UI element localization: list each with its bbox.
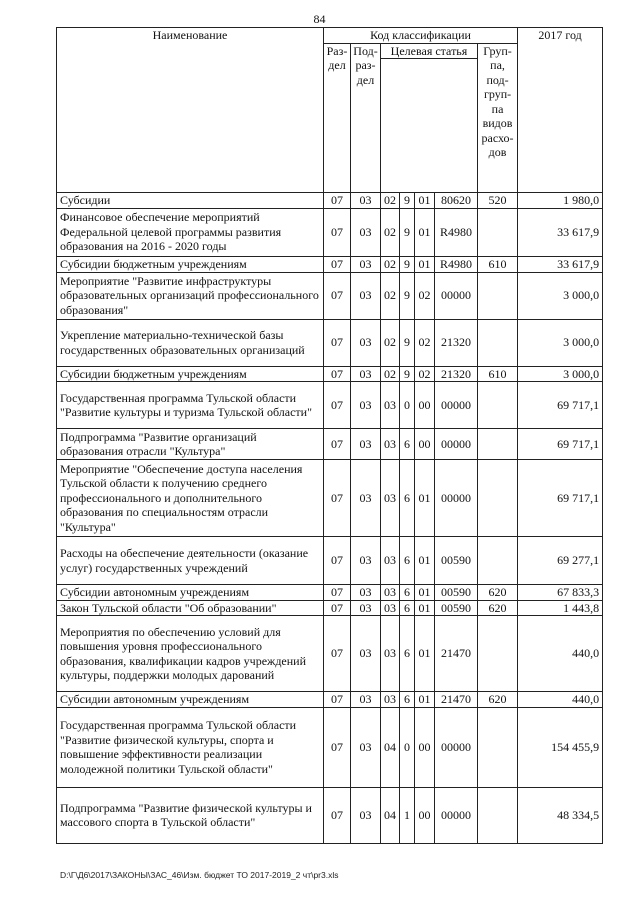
row-target-1: 03	[381, 460, 400, 537]
row-razdel: 07	[324, 707, 351, 787]
row-razdel: 07	[324, 460, 351, 537]
row-amount: 440,0	[518, 616, 603, 692]
row-target-2: 9	[400, 256, 415, 272]
row-podrazdel: 03	[351, 319, 381, 366]
row-vid	[478, 787, 518, 843]
row-target-1: 03	[381, 537, 400, 585]
row-target-1: 03	[381, 616, 400, 692]
row-target-3: 01	[415, 193, 435, 209]
row-target-4: R4980	[435, 208, 478, 256]
row-podrazdel: 03	[351, 616, 381, 692]
row-target-2: 6	[400, 600, 415, 616]
row-target-4: 00000	[435, 787, 478, 843]
row-amount: 69 717,1	[518, 429, 603, 460]
row-vid: 620	[478, 585, 518, 601]
row-target-2: 9	[400, 319, 415, 366]
row-target-3: 01	[415, 616, 435, 692]
row-target-4: 00000	[435, 272, 478, 319]
row-podrazdel: 03	[351, 366, 381, 382]
row-target-4: 00590	[435, 600, 478, 616]
row-amount: 3 000,0	[518, 366, 603, 382]
row-vid	[478, 537, 518, 585]
row-name: Финансовое обеспечение мероприятий Федеральной целевой программы развития образования на 2016 - 2020 годы	[57, 208, 324, 256]
row-razdel: 07	[324, 256, 351, 272]
table-row	[57, 600, 603, 616]
row-vid	[478, 319, 518, 366]
row-target-1: 03	[381, 429, 400, 460]
row-razdel: 07	[324, 272, 351, 319]
row-razdel: 07	[324, 193, 351, 209]
row-target-2: 9	[400, 193, 415, 209]
table-row	[57, 382, 603, 429]
header-podrazdel: Под- раз- дел	[351, 43, 381, 193]
row-vid	[478, 208, 518, 256]
header-target: Целевая статья	[381, 43, 478, 59]
row-target-3: 02	[415, 366, 435, 382]
row-razdel: 07	[324, 692, 351, 708]
row-podrazdel: 03	[351, 707, 381, 787]
table-row	[57, 208, 603, 256]
row-podrazdel: 03	[351, 787, 381, 843]
header-name: Наименование	[57, 28, 324, 193]
row-vid	[478, 460, 518, 537]
row-target-3: 00	[415, 429, 435, 460]
row-name: Государственная программа Тульской области "Развитие культуры и туризма Тульской области"	[57, 382, 324, 429]
row-target-2: 0	[400, 707, 415, 787]
row-target-1: 02	[381, 319, 400, 366]
row-target-1: 02	[381, 193, 400, 209]
row-target-1: 04	[381, 787, 400, 843]
table-row	[57, 272, 603, 319]
row-razdel: 07	[324, 787, 351, 843]
header-vid: Груп- па, под- груп- па видов расхо- дов	[478, 43, 518, 193]
row-amount: 33 617,9	[518, 208, 603, 256]
row-target-2: 6	[400, 692, 415, 708]
row-target-4: 00000	[435, 460, 478, 537]
row-target-2: 9	[400, 208, 415, 256]
row-target-3: 01	[415, 600, 435, 616]
table-row	[57, 692, 603, 708]
row-razdel: 07	[324, 585, 351, 601]
row-target-4: 00000	[435, 429, 478, 460]
row-target-1: 03	[381, 600, 400, 616]
row-podrazdel: 03	[351, 256, 381, 272]
row-podrazdel: 03	[351, 208, 381, 256]
row-razdel: 07	[324, 208, 351, 256]
row-razdel: 07	[324, 429, 351, 460]
table-row	[57, 616, 603, 692]
row-target-4: 21320	[435, 319, 478, 366]
table-row	[57, 585, 603, 601]
row-target-2: 0	[400, 382, 415, 429]
table-row	[57, 193, 603, 209]
row-name: Укрепление материально-технической базы государственных образовательных организаций	[57, 319, 324, 366]
table-row	[57, 319, 603, 366]
row-podrazdel: 03	[351, 382, 381, 429]
row-razdel: 07	[324, 537, 351, 585]
budget-table	[56, 27, 603, 844]
row-target-4: 00000	[435, 382, 478, 429]
row-name: Субсидии	[57, 193, 324, 209]
row-podrazdel: 03	[351, 585, 381, 601]
row-name: Расходы на обеспечение деятельности (оказание услуг) государственных учреждений	[57, 537, 324, 585]
row-podrazdel: 03	[351, 429, 381, 460]
row-target-3: 00	[415, 382, 435, 429]
row-razdel: 07	[324, 382, 351, 429]
row-amount: 67 833,3	[518, 585, 603, 601]
table-row	[57, 787, 603, 843]
row-vid	[478, 616, 518, 692]
row-podrazdel: 03	[351, 193, 381, 209]
row-vid	[478, 272, 518, 319]
row-target-1: 02	[381, 272, 400, 319]
row-target-1: 04	[381, 707, 400, 787]
row-target-1: 02	[381, 256, 400, 272]
header-code-group: Код классификации	[324, 28, 518, 44]
row-target-3: 01	[415, 460, 435, 537]
row-podrazdel: 03	[351, 460, 381, 537]
row-name: Субсидии бюджетным учреждениям	[57, 256, 324, 272]
row-target-4: 80620	[435, 193, 478, 209]
table-row	[57, 256, 603, 272]
row-name: Мероприятие "Обеспечение доступа населения Тульской области к получению среднего профессионального и дополнительного образования по специальностям отрасли "Культура"	[57, 460, 324, 537]
row-podrazdel: 03	[351, 537, 381, 585]
row-podrazdel: 03	[351, 272, 381, 319]
row-name: Подпрограмма "Развитие организаций образования отрасли "Культура"	[57, 429, 324, 460]
page-number: 84	[313, 12, 326, 26]
row-amount: 69 717,1	[518, 460, 603, 537]
row-vid	[478, 707, 518, 787]
table-row	[57, 707, 603, 787]
row-target-4: 00000	[435, 707, 478, 787]
row-target-4: 21470	[435, 616, 478, 692]
row-target-2: 9	[400, 272, 415, 319]
row-vid: 610	[478, 366, 518, 382]
row-target-4: R4980	[435, 256, 478, 272]
row-name: Субсидии автономным учреждениям	[57, 692, 324, 708]
row-target-2: 6	[400, 616, 415, 692]
row-razdel: 07	[324, 616, 351, 692]
header-target-blank	[381, 59, 478, 193]
row-amount: 3 000,0	[518, 272, 603, 319]
row-target-3: 01	[415, 256, 435, 272]
row-amount: 3 000,0	[518, 319, 603, 366]
row-amount: 48 334,5	[518, 787, 603, 843]
row-amount: 33 617,9	[518, 256, 603, 272]
table-row	[57, 460, 603, 537]
row-amount: 69 717,1	[518, 382, 603, 429]
row-name: Мероприятия по обеспечению условий для повышения уровня профессионального образования, квалификации кадров учреждений культуры, поддержки молодых дарований	[57, 616, 324, 692]
row-target-4: 00590	[435, 537, 478, 585]
file-path-footer: D:\Г\Д6\2017\ЗАКОНЫ\ЗАС_46\Изм. бюджет ТО 2017-2019_2 чт\pr3.xls	[60, 870, 339, 880]
row-razdel: 07	[324, 366, 351, 382]
row-target-1: 02	[381, 208, 400, 256]
row-target-2: 6	[400, 429, 415, 460]
row-target-3: 01	[415, 692, 435, 708]
row-target-3: 01	[415, 585, 435, 601]
row-name: Подпрограмма "Развитие физической культуры и массового спорта в Тульской области"	[57, 787, 324, 843]
row-vid: 520	[478, 193, 518, 209]
row-target-1: 02	[381, 366, 400, 382]
row-amount: 69 277,1	[518, 537, 603, 585]
row-name: Мероприятие "Развитие инфраструктуры образовательных организаций профессионального образования"	[57, 272, 324, 319]
row-target-4: 21470	[435, 692, 478, 708]
row-name: Субсидии автономным учреждениям	[57, 585, 324, 601]
row-vid	[478, 429, 518, 460]
row-amount: 440,0	[518, 692, 603, 708]
row-target-2: 1	[400, 787, 415, 843]
row-name: Государственная программа Тульской области "Развитие физической культуры, спорта и повышение эффективности реализации молодежной политики Тульской области"	[57, 707, 324, 787]
table-row	[57, 537, 603, 585]
row-target-4: 00590	[435, 585, 478, 601]
header-year: 2017 год	[518, 28, 603, 193]
row-vid: 620	[478, 692, 518, 708]
row-amount: 154 455,9	[518, 707, 603, 787]
row-vid: 610	[478, 256, 518, 272]
row-amount: 1 443,8	[518, 600, 603, 616]
row-target-3: 00	[415, 707, 435, 787]
row-target-1: 03	[381, 692, 400, 708]
header-razdel: Раз- дел	[324, 43, 351, 193]
row-amount: 1 980,0	[518, 193, 603, 209]
row-target-2: 9	[400, 366, 415, 382]
row-target-3: 01	[415, 208, 435, 256]
row-target-3: 02	[415, 272, 435, 319]
row-target-3: 00	[415, 787, 435, 843]
row-podrazdel: 03	[351, 692, 381, 708]
row-target-2: 6	[400, 537, 415, 585]
row-target-1: 03	[381, 585, 400, 601]
row-target-2: 6	[400, 460, 415, 537]
row-target-1: 03	[381, 382, 400, 429]
row-vid: 620	[478, 600, 518, 616]
row-target-3: 02	[415, 319, 435, 366]
row-target-3: 01	[415, 537, 435, 585]
row-name: Субсидии бюджетным учреждениям	[57, 366, 324, 382]
row-target-2: 6	[400, 585, 415, 601]
row-razdel: 07	[324, 600, 351, 616]
row-podrazdel: 03	[351, 600, 381, 616]
table-row	[57, 429, 603, 460]
row-name: Закон Тульской области "Об образовании"	[57, 600, 324, 616]
row-razdel: 07	[324, 319, 351, 366]
table-row	[57, 366, 603, 382]
row-target-4: 21320	[435, 366, 478, 382]
row-vid	[478, 382, 518, 429]
